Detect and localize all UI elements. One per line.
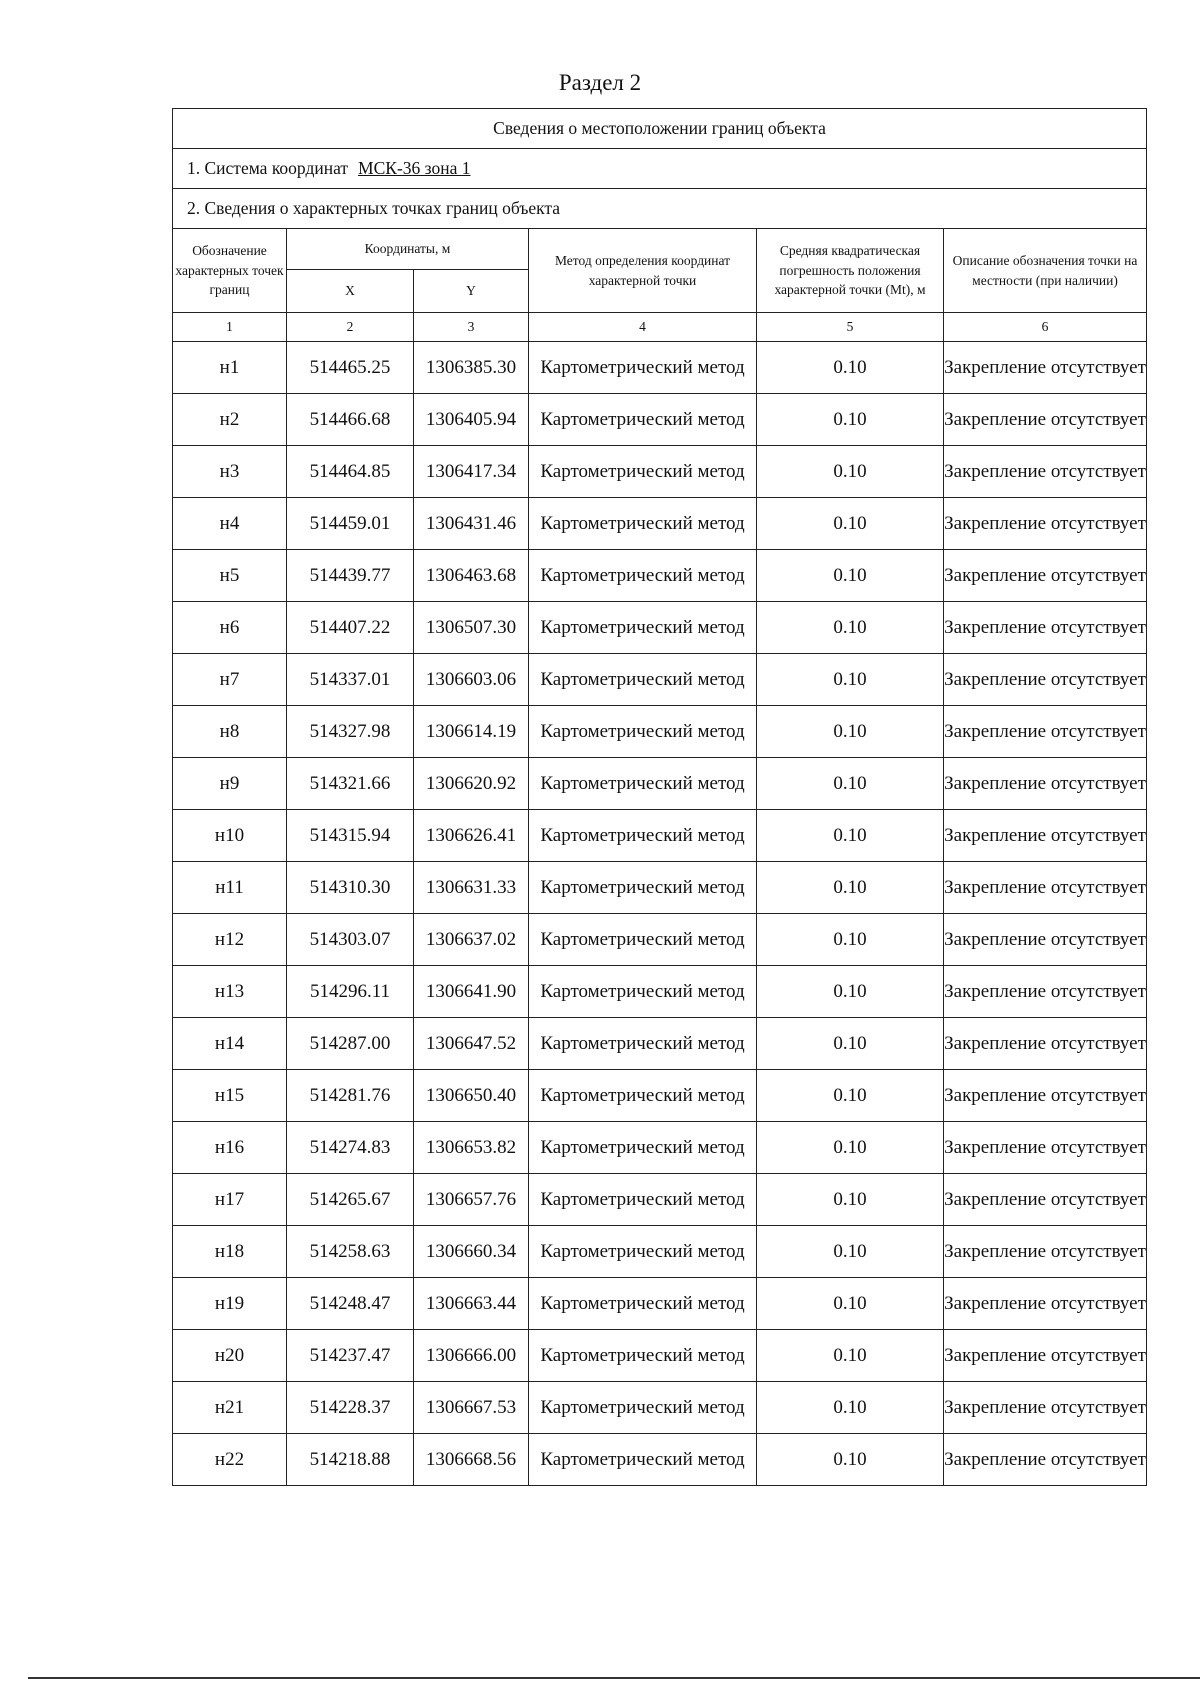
description-cell: Закрепление отсутствует [944, 1174, 1147, 1226]
table-row [173, 1330, 1147, 1382]
description-cell: Закрепление отсутствует [944, 914, 1147, 966]
y-cell: 1306650.40 [414, 1070, 529, 1122]
column-number-row [173, 313, 1147, 342]
method-cell: Картометрический метод [529, 1174, 757, 1226]
y-cell: 1306657.76 [414, 1174, 529, 1226]
description-cell: Закрепление отсутствует [944, 1330, 1147, 1382]
x-cell: 514237.47 [287, 1330, 414, 1382]
x-cell: 514464.85 [287, 446, 414, 498]
column-number: 1 [173, 313, 287, 342]
y-cell: 1306417.34 [414, 446, 529, 498]
description-cell: Закрепление отсутствует [944, 342, 1147, 394]
x-cell: 514321.66 [287, 758, 414, 810]
y-cell: 1306663.44 [414, 1278, 529, 1330]
y-cell: 1306666.00 [414, 1330, 529, 1382]
point-id-cell: н12 [173, 914, 287, 966]
error-cell: 0.10 [757, 1434, 944, 1486]
x-cell: 514258.63 [287, 1226, 414, 1278]
coordinate-system-label: 1. Система координат [187, 158, 349, 178]
y-cell: 1306647.52 [414, 1018, 529, 1070]
section-title: Раздел 2 [558, 70, 642, 95]
y-cell: 1306620.92 [414, 758, 529, 810]
method-cell: Картометрический метод [529, 394, 757, 446]
column-number: 2 [287, 313, 414, 342]
x-cell: 514281.76 [287, 1070, 414, 1122]
y-cell: 1306667.53 [414, 1382, 529, 1434]
point-id-cell: н16 [173, 1122, 287, 1174]
point-id-cell: н14 [173, 1018, 287, 1070]
point-id-cell: н4 [173, 498, 287, 550]
table-row [173, 602, 1147, 654]
point-id-cell: н22 [173, 1434, 287, 1486]
points-subtitle: 2. Сведения о характерных точках границ объекта [173, 189, 1147, 229]
point-id-cell: н8 [173, 706, 287, 758]
description-cell: Закрепление отсутствует [944, 1226, 1147, 1278]
x-cell: 514296.11 [287, 966, 414, 1018]
x-cell: 514315.94 [287, 810, 414, 862]
x-cell: 514248.47 [287, 1278, 414, 1330]
error-cell: 0.10 [757, 1174, 944, 1226]
table-row [173, 914, 1147, 966]
method-cell: Картометрический метод [529, 602, 757, 654]
table-row [173, 1278, 1147, 1330]
error-cell: 0.10 [757, 1330, 944, 1382]
error-cell: 0.10 [757, 758, 944, 810]
table-row [173, 706, 1147, 758]
error-cell: 0.10 [757, 446, 944, 498]
table-row [173, 342, 1147, 394]
description-cell: Закрепление отсутствует [944, 1122, 1147, 1174]
method-cell: Картометрический метод [529, 706, 757, 758]
y-cell: 1306637.02 [414, 914, 529, 966]
point-id-cell: н11 [173, 862, 287, 914]
error-cell: 0.10 [757, 1382, 944, 1434]
x-cell: 514465.25 [287, 342, 414, 394]
table-row [173, 758, 1147, 810]
bottom-rule [28, 1677, 1200, 1679]
y-cell: 1306405.94 [414, 394, 529, 446]
error-cell: 0.10 [757, 498, 944, 550]
error-cell: 0.10 [757, 966, 944, 1018]
method-cell: Картометрический метод [529, 914, 757, 966]
table-row [173, 1226, 1147, 1278]
point-id-cell: н9 [173, 758, 287, 810]
boundary-points-table [172, 108, 1147, 1486]
header-method: Метод определения координат характерной точки [529, 229, 757, 313]
method-cell: Картометрический метод [529, 654, 757, 706]
x-cell: 514218.88 [287, 1434, 414, 1486]
description-cell: Закрепление отсутствует [944, 446, 1147, 498]
error-cell: 0.10 [757, 342, 944, 394]
point-id-cell: н15 [173, 1070, 287, 1122]
table-row [173, 810, 1147, 862]
description-cell: Закрепление отсутствует [944, 706, 1147, 758]
y-cell: 1306603.06 [414, 654, 529, 706]
method-cell: Картометрический метод [529, 1226, 757, 1278]
point-id-cell: н3 [173, 446, 287, 498]
y-cell: 1306614.19 [414, 706, 529, 758]
x-cell: 514287.00 [287, 1018, 414, 1070]
table-row [173, 966, 1147, 1018]
point-id-cell: н10 [173, 810, 287, 862]
error-cell: 0.10 [757, 1278, 944, 1330]
error-cell: 0.10 [757, 914, 944, 966]
y-cell: 1306641.90 [414, 966, 529, 1018]
method-cell: Картометрический метод [529, 498, 757, 550]
column-number: 4 [529, 313, 757, 342]
description-cell: Закрепление отсутствует [944, 862, 1147, 914]
header-description: Описание обозначения точки на местности (при наличии) [944, 229, 1147, 313]
header-error: Средняя квадратическая погрешность положения характерной точки (Mt), м [757, 229, 944, 313]
y-cell: 1306653.82 [414, 1122, 529, 1174]
x-cell: 514439.77 [287, 550, 414, 602]
table-row [173, 1174, 1147, 1226]
description-cell: Закрепление отсутствует [944, 550, 1147, 602]
method-cell: Картометрический метод [529, 758, 757, 810]
description-cell: Закрепление отсутствует [944, 1278, 1147, 1330]
table-row [173, 1122, 1147, 1174]
coordinate-system-value: МСК-36 зона 1 [358, 158, 471, 178]
y-cell: 1306668.56 [414, 1434, 529, 1486]
error-cell: 0.10 [757, 1226, 944, 1278]
column-number: 5 [757, 313, 944, 342]
point-id-cell: н2 [173, 394, 287, 446]
method-cell: Картометрический метод [529, 550, 757, 602]
description-cell: Закрепление отсутствует [944, 602, 1147, 654]
x-cell: 514228.37 [287, 1382, 414, 1434]
method-cell: Картометрический метод [529, 1018, 757, 1070]
table-row [173, 1434, 1147, 1486]
description-cell: Закрепление отсутствует [944, 1434, 1147, 1486]
error-cell: 0.10 [757, 1018, 944, 1070]
y-cell: 1306385.30 [414, 342, 529, 394]
method-cell: Картометрический метод [529, 1122, 757, 1174]
y-cell: 1306631.33 [414, 862, 529, 914]
point-id-cell: н7 [173, 654, 287, 706]
header-x: X [287, 270, 414, 313]
description-cell: Закрепление отсутствует [944, 394, 1147, 446]
error-cell: 0.10 [757, 1070, 944, 1122]
header-coordinates: Координаты, м [287, 229, 529, 270]
description-cell: Закрепление отсутствует [944, 758, 1147, 810]
method-cell: Картометрический метод [529, 1382, 757, 1434]
description-cell: Закрепление отсутствует [944, 966, 1147, 1018]
point-id-cell: н1 [173, 342, 287, 394]
header-y: Y [414, 270, 529, 313]
x-cell: 514265.67 [287, 1174, 414, 1226]
description-cell: Закрепление отсутствует [944, 1070, 1147, 1122]
point-id-cell: н6 [173, 602, 287, 654]
table-row [173, 498, 1147, 550]
x-cell: 514310.30 [287, 862, 414, 914]
point-id-cell: н5 [173, 550, 287, 602]
point-id-cell: н21 [173, 1382, 287, 1434]
x-cell: 514274.83 [287, 1122, 414, 1174]
method-cell: Картометрический метод [529, 1070, 757, 1122]
x-cell: 514303.07 [287, 914, 414, 966]
x-cell: 514407.22 [287, 602, 414, 654]
method-cell: Картометрический метод [529, 446, 757, 498]
point-id-cell: н13 [173, 966, 287, 1018]
table-banner: Сведения о местоположении границ объекта [173, 109, 1147, 149]
table-row [173, 1018, 1147, 1070]
description-cell: Закрепление отсутствует [944, 498, 1147, 550]
error-cell: 0.10 [757, 706, 944, 758]
method-cell: Картометрический метод [529, 1278, 757, 1330]
method-cell: Картометрический метод [529, 810, 757, 862]
error-cell: 0.10 [757, 602, 944, 654]
description-cell: Закрепление отсутствует [944, 810, 1147, 862]
error-cell: 0.10 [757, 862, 944, 914]
x-cell: 514327.98 [287, 706, 414, 758]
error-cell: 0.10 [757, 550, 944, 602]
table-row [173, 1070, 1147, 1122]
description-cell: Закрепление отсутствует [944, 1382, 1147, 1434]
point-id-cell: н19 [173, 1278, 287, 1330]
error-cell: 0.10 [757, 1122, 944, 1174]
table-row [173, 394, 1147, 446]
header-point: Обозначение характерных точек границ [173, 229, 287, 313]
table-row [173, 1382, 1147, 1434]
y-cell: 1306626.41 [414, 810, 529, 862]
y-cell: 1306431.46 [414, 498, 529, 550]
description-cell: Закрепление отсутствует [944, 1018, 1147, 1070]
x-cell: 514466.68 [287, 394, 414, 446]
point-id-cell: н18 [173, 1226, 287, 1278]
error-cell: 0.10 [757, 810, 944, 862]
y-cell: 1306463.68 [414, 550, 529, 602]
column-number: 6 [944, 313, 1147, 342]
method-cell: Картометрический метод [529, 966, 757, 1018]
table-row [173, 862, 1147, 914]
coordinate-system-row [173, 149, 1147, 189]
method-cell: Картометрический метод [529, 1434, 757, 1486]
x-cell: 514337.01 [287, 654, 414, 706]
y-cell: 1306507.30 [414, 602, 529, 654]
column-number: 3 [414, 313, 529, 342]
x-cell: 514459.01 [287, 498, 414, 550]
description-cell: Закрепление отсутствует [944, 654, 1147, 706]
error-cell: 0.10 [757, 394, 944, 446]
table-row [173, 446, 1147, 498]
method-cell: Картометрический метод [529, 862, 757, 914]
method-cell: Картометрический метод [529, 342, 757, 394]
table-row [173, 550, 1147, 602]
error-cell: 0.10 [757, 654, 944, 706]
point-id-cell: н20 [173, 1330, 287, 1382]
table-row [173, 654, 1147, 706]
point-id-cell: н17 [173, 1174, 287, 1226]
method-cell: Картометрический метод [529, 1330, 757, 1382]
y-cell: 1306660.34 [414, 1226, 529, 1278]
